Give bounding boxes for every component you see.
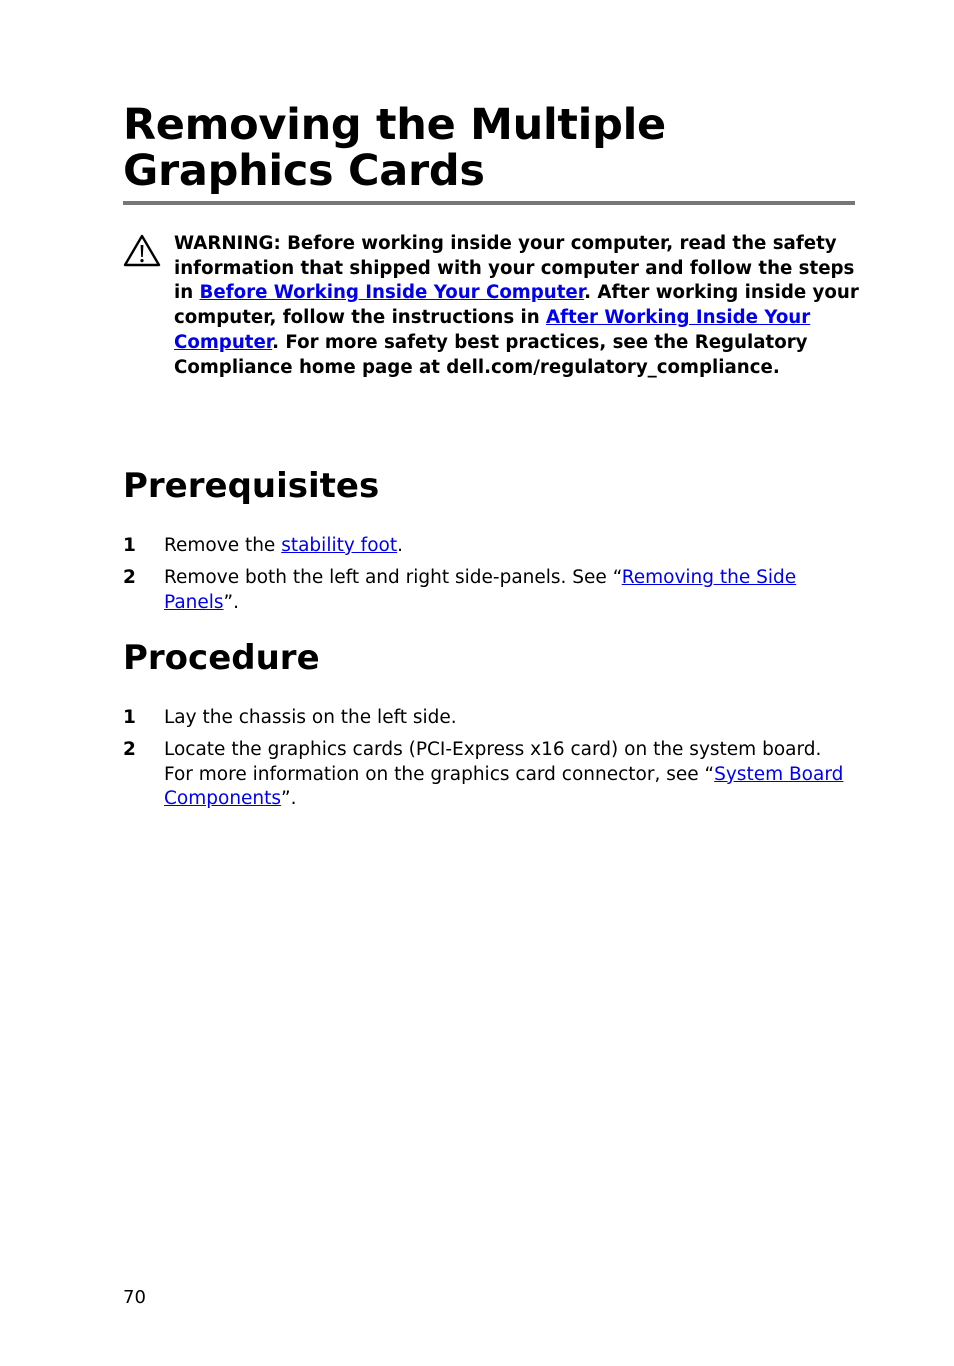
step-text: ”.: [223, 591, 240, 613]
prerequisites-list: [123, 534, 855, 623]
step-number: 2: [123, 567, 136, 588]
before-working-link[interactable]: Before Working Inside Your Computer: [199, 282, 585, 304]
step-text: Lay the chassis on the left side.: [164, 707, 457, 728]
page-number: 70: [123, 1287, 146, 1308]
procedure-heading: Procedure: [123, 638, 320, 678]
after-working-link[interactable]: After Working Inside Your Computer: [174, 307, 811, 353]
removing-side-panels-link[interactable]: Removing the Side Panels: [164, 567, 797, 613]
warning-text-part: . For more safety best practices, see the Regulatory Compliance home page at dell.com/regulatory_compliance.: [174, 331, 808, 378]
step-number: 1: [123, 535, 136, 556]
warning-triangle-icon: [123, 234, 161, 268]
step-number: 2: [123, 739, 136, 760]
step-number: 1: [123, 707, 136, 728]
prerequisites-heading: Prerequisites: [123, 466, 380, 506]
list-item: [123, 706, 855, 731]
step-text: Locate the graphics cards (PCI-Express x16 card) on the system board. For more information on the graphics card connector, see “: [164, 739, 822, 785]
list-item: [123, 534, 855, 559]
warning-text: [174, 232, 859, 380]
procedure-list: [123, 706, 855, 819]
page-title: Removing the Multiple Graphics Cards: [123, 100, 666, 196]
stability-foot-link[interactable]: stability foot: [281, 535, 398, 556]
warning-text-part: WARNING: Before working inside your computer, read the safety information that shipped with your computer and follow the steps in: [174, 233, 855, 304]
step-text: Remove the: [164, 535, 282, 556]
list-item: [123, 738, 855, 812]
step-text: Remove both the left and right side-panels. See “: [164, 567, 622, 588]
title-rule: [123, 201, 855, 205]
step-text: ”.: [281, 788, 297, 809]
step-text: .: [397, 535, 403, 556]
list-item: [123, 566, 855, 615]
warning-text-part: . After working inside your computer, follow the instructions in: [174, 282, 859, 329]
system-board-components-link[interactable]: System Board Components: [164, 763, 844, 809]
